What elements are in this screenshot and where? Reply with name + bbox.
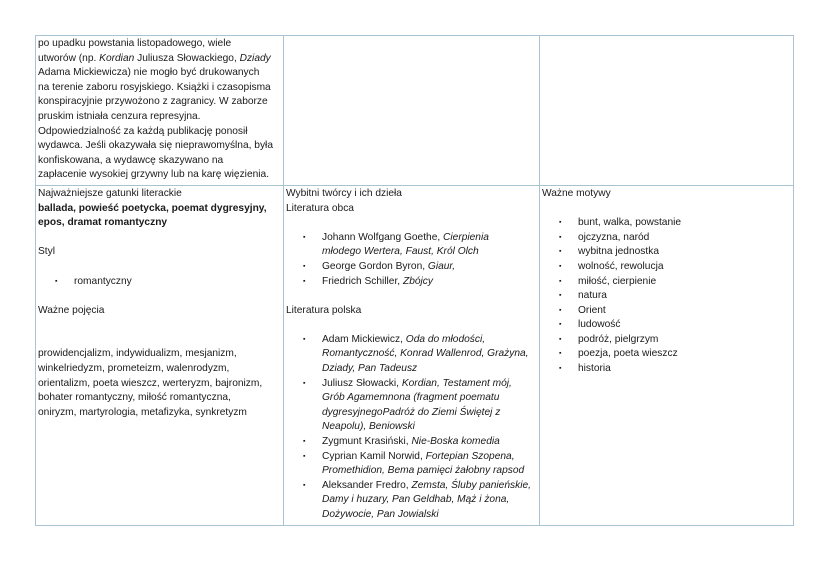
bullet-icon: ▪ [559, 321, 562, 329]
text-line: Neapolu), Beniowski [322, 421, 415, 433]
list-item [286, 260, 537, 275]
text-line: Grób Agamemnona (fragment poematu [322, 392, 500, 404]
text-line: George Gordon Byron, Giaur, [322, 260, 456, 272]
text-line: konfiskowana, a wydawcę skazywano na [38, 154, 224, 166]
genres-list-line: ballada, powieść poetycka, poemat dygresyjny, [38, 202, 267, 214]
text-line: po upadku powstania listopadowego, wiele [38, 38, 232, 49]
bullet-icon: ▪ [559, 335, 562, 343]
table-row [36, 185, 794, 525]
bullet-icon: ▪ [559, 248, 562, 256]
text-line: na terenie zaboru rosyjskiego. Książki i czasopisma [38, 81, 271, 93]
genres-cell [36, 185, 284, 525]
text-line: Promethidion, Bema pamięci żałobny rapsod [322, 465, 525, 477]
list-item: ▪ poezja, poeta wieszcz [542, 347, 791, 362]
authors-cell [284, 185, 540, 525]
list-item: ▪ romantyczny [38, 275, 281, 290]
list-item: ▪ natura [542, 289, 791, 304]
bullet-icon: ▪ [303, 379, 306, 387]
foreign-authors-list [286, 231, 537, 289]
polish-literature-label: Literatura polska [286, 304, 362, 316]
bullet-icon: ▪ [559, 292, 562, 300]
genres-list-line: epos, dramat romantyczny [38, 217, 168, 229]
text-line: Friedrich Schiller, Zbójcy [322, 275, 433, 287]
empty-cell [540, 36, 794, 186]
list-item: ▪ wolność, rewolucja [542, 260, 791, 275]
concepts-text [38, 347, 281, 420]
genres-heading: Najważniejsze gatunki literackie [38, 187, 182, 199]
text-line: winkelriedyzm, prometeizm, walenrodyzm, [38, 363, 230, 375]
list-item [286, 231, 537, 260]
bullet-icon: ▪ [559, 219, 562, 227]
text-line: utworów (np. Kordian Juliusza Słowackiego, Dziady [38, 52, 271, 64]
list-item [286, 435, 537, 450]
text-line: bohater romantyczny, miłość romantyczna, [38, 392, 231, 404]
text-line: orientalizm, poeta wieszcz, werteryzm, bajronizm, [38, 377, 263, 389]
bullet-icon: ▪ [303, 481, 306, 489]
style-label: Styl [38, 246, 55, 258]
polish-authors-list [286, 333, 537, 523]
motifs-cell [540, 185, 794, 525]
text-line: Juliusz Słowacki, Kordian, Testament mój, [322, 377, 512, 389]
bullet-icon: ▪ [559, 262, 562, 270]
list-item [286, 333, 537, 377]
table-row [36, 36, 794, 186]
concepts-label: Ważne pojęcia [38, 304, 105, 316]
empty-cell [284, 36, 540, 186]
text-line: konspiracyjnie przywożono z zagranicy. W zaborze [38, 96, 268, 108]
text-line: oniryzm, martyrologia, metafizyka, synkretyzm [38, 406, 247, 418]
text-line: Zygmunt Krasiński, Nie-Boska komedia [322, 436, 500, 448]
list-item: ▪ podróż, pielgrzym [542, 333, 791, 348]
list-item: ▪ historia [542, 362, 791, 377]
text-line: Dziady, Pan Tadeusz [322, 363, 418, 375]
text-line: Adama Mickiewicza) nie mogło być drukowanych [38, 67, 260, 79]
bullet-icon: ▪ [303, 438, 306, 446]
list-item [286, 377, 537, 435]
text-line: zapłacenie wysokiej grzywny lub na karę więzienia. [38, 169, 270, 181]
text-line: Dożywocie, Pan Jowialski [322, 509, 439, 520]
list-item: ▪ ojczyzna, naród [542, 231, 791, 246]
foreign-literature-label: Literatura obca [286, 202, 354, 214]
motifs-list [542, 216, 791, 377]
text-line: prowidencjalizm, indywidualizm, mesjanizm, [38, 348, 237, 360]
text-line: Romantyczność, Konrad Wallenrod, Grażyna, [322, 348, 529, 360]
bullet-icon: ▪ [559, 277, 562, 285]
style-list [38, 275, 281, 290]
authors-heading: Wybitni twórcy i ich dzieła [286, 187, 402, 199]
bullet-icon: ▪ [559, 350, 562, 358]
text-line: młodego Wertera, Faust, Król Olch [322, 246, 479, 258]
bullet-icon: ▪ [303, 277, 306, 285]
bullet-icon: ▪ [559, 233, 562, 241]
text-line: wydawca. Jeśli okazywała się nieprawomyślna, była [38, 140, 273, 152]
list-item [286, 479, 537, 523]
bullet-icon: ▪ [303, 262, 306, 270]
bullet-icon: ▪ [55, 277, 58, 285]
bullet-icon: ▪ [303, 335, 306, 343]
bullet-icon: ▪ [303, 233, 306, 241]
motifs-heading: Ważne motywy [542, 187, 611, 199]
text-line: Adam Mickiewicz, Oda do młodości, [322, 333, 486, 345]
list-item: ▪ ludowość [542, 318, 791, 333]
literature-table [35, 35, 794, 526]
text-line: pruskim istniała cenzura represyjna. [38, 110, 201, 122]
censorship-cell [36, 36, 284, 186]
text-line: dygresyjnegoPadróż do Ziemi Świętej z [322, 406, 501, 418]
censorship-text [38, 37, 281, 183]
list-item [286, 275, 537, 290]
text-line: Cyprian Kamil Norwid, Fortepian Szopena, [322, 450, 515, 462]
list-item: ▪ miłość, cierpienie [542, 275, 791, 290]
list-item [286, 450, 537, 479]
text-line: Johann Wolfgang Goethe, Cierpienia [322, 231, 489, 243]
text-line: Aleksander Fredro, Zemsta, Śluby panieńskie, [322, 479, 531, 491]
list-item: ▪ bunt, walka, powstanie [542, 216, 791, 231]
text-line: Damy i huzary, Pan Geldhab, Mąż i żona, [322, 494, 510, 506]
list-item: ▪ Orient [542, 304, 791, 319]
text-line: Odpowiedzialność za każdą publikację ponosił [38, 125, 248, 137]
bullet-icon: ▪ [303, 452, 306, 460]
list-item: ▪ wybitna jednostka [542, 245, 791, 260]
bullet-icon: ▪ [559, 365, 562, 373]
bullet-icon: ▪ [559, 306, 562, 314]
